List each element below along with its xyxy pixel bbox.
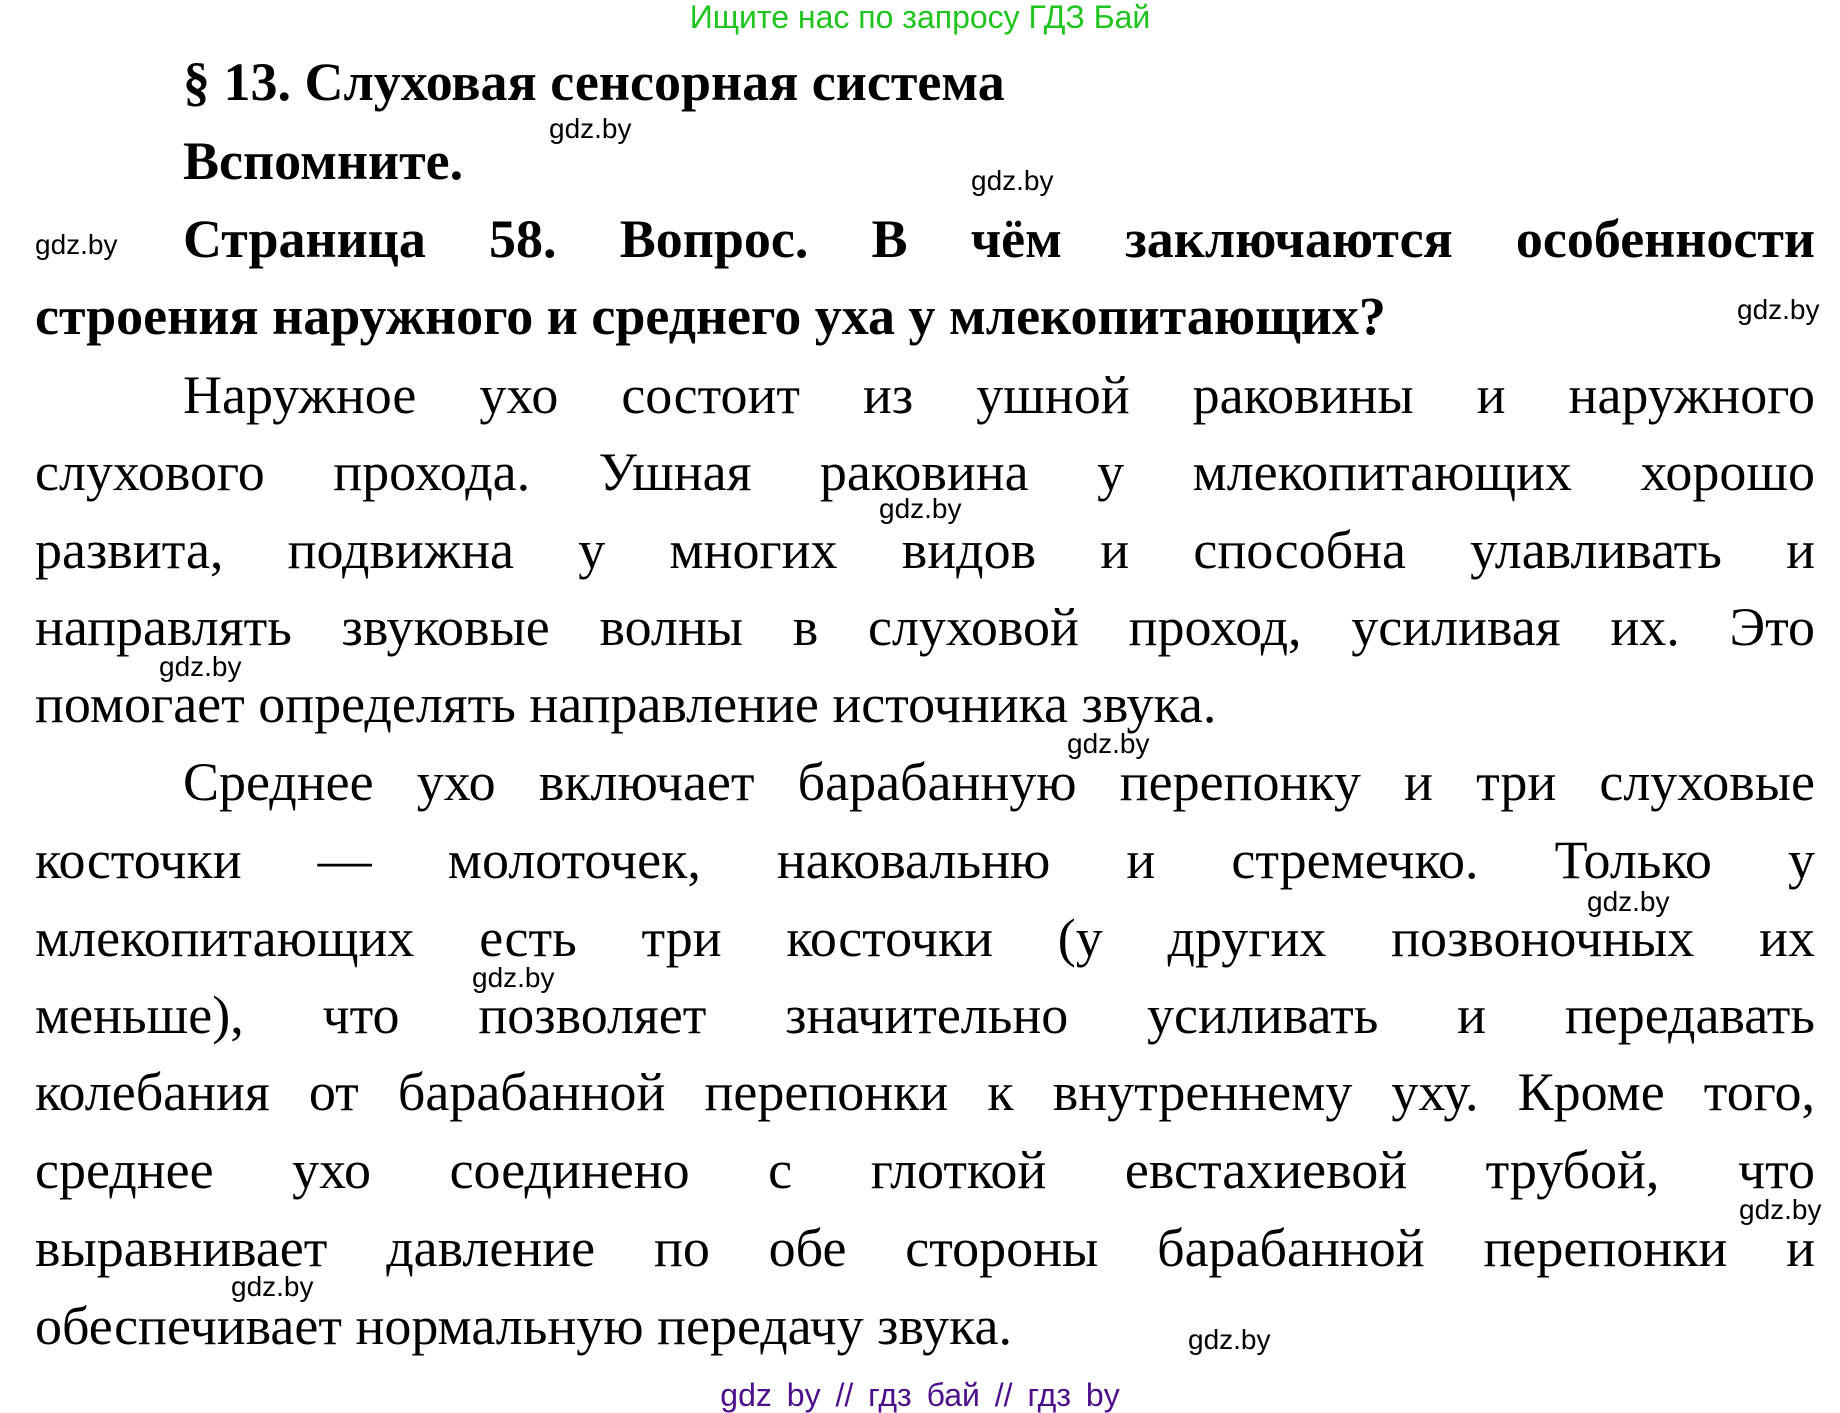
answer-paragraph-line: Среднее ухо включает барабанную перепонку и три слуховые <box>183 752 1815 812</box>
question-line: Страница 58. Вопрос. В чём заключаются особенности <box>183 209 1815 269</box>
answer-paragraph-line: слухового прохода. Ушная раковина у млекопитающих хорошо <box>35 442 1815 502</box>
section-title: § 13. Слуховая сенсорная система <box>183 52 1005 112</box>
site-search-banner: Ищите нас по запросу ГДЗ Бай <box>689 0 1151 35</box>
watermark: gdz.by <box>1587 886 1670 917</box>
answer-paragraph-line: выравнивает давление по обе стороны барабанной перепонки и <box>35 1218 1815 1278</box>
answer-paragraph-line: Наружное ухо состоит из ушной раковины и наружного <box>183 365 1815 425</box>
watermark: gdz.by <box>231 1271 314 1302</box>
watermark: gdz.by <box>971 165 1054 196</box>
watermark: gdz.by <box>159 651 242 682</box>
answer-paragraph-line: развита, подвижна у многих видов и способна улавливать и <box>35 520 1815 580</box>
answer-paragraph-line: среднее ухо соединено с глоткой евстахиевой трубой, что <box>35 1140 1815 1200</box>
watermark: gdz.by <box>1737 294 1820 325</box>
watermark: gdz.by <box>472 962 555 993</box>
answer-paragraph-line: косточки — молоточек, наковальню и стремечко. Только у <box>35 830 1815 890</box>
question-line: строения наружного и среднего уха у млекопитающих? <box>35 286 1386 346</box>
watermark: gdz.by <box>879 493 962 524</box>
watermark: gdz.by <box>549 113 632 144</box>
answer-paragraph-line: помогает определять направление источника звука. <box>35 674 1217 734</box>
watermark: gdz.by <box>1739 1194 1822 1225</box>
watermark: gdz.by <box>1067 728 1150 759</box>
site-footer-links: gdz by // гдз бай // гдз by <box>720 1377 1120 1413</box>
answer-paragraph-line: колебания от барабанной перепонки к внутреннему уху. Кроме того, <box>35 1062 1815 1122</box>
answer-paragraph-line: млекопитающих есть три косточки (у других позвоночных их <box>35 908 1815 968</box>
answer-paragraph-line: меньше), что позволяет значительно усиливать и передавать <box>35 985 1815 1045</box>
answer-paragraph-line: обеспечивает нормальную передачу звука. <box>35 1296 1013 1356</box>
answer-paragraph-line: направлять звуковые волны в слуховой проход, усиливая их. Это <box>35 597 1815 657</box>
watermark: gdz.by <box>1188 1324 1271 1355</box>
watermark: gdz.by <box>35 229 118 260</box>
section-subtitle: Вспомните. <box>183 131 464 191</box>
